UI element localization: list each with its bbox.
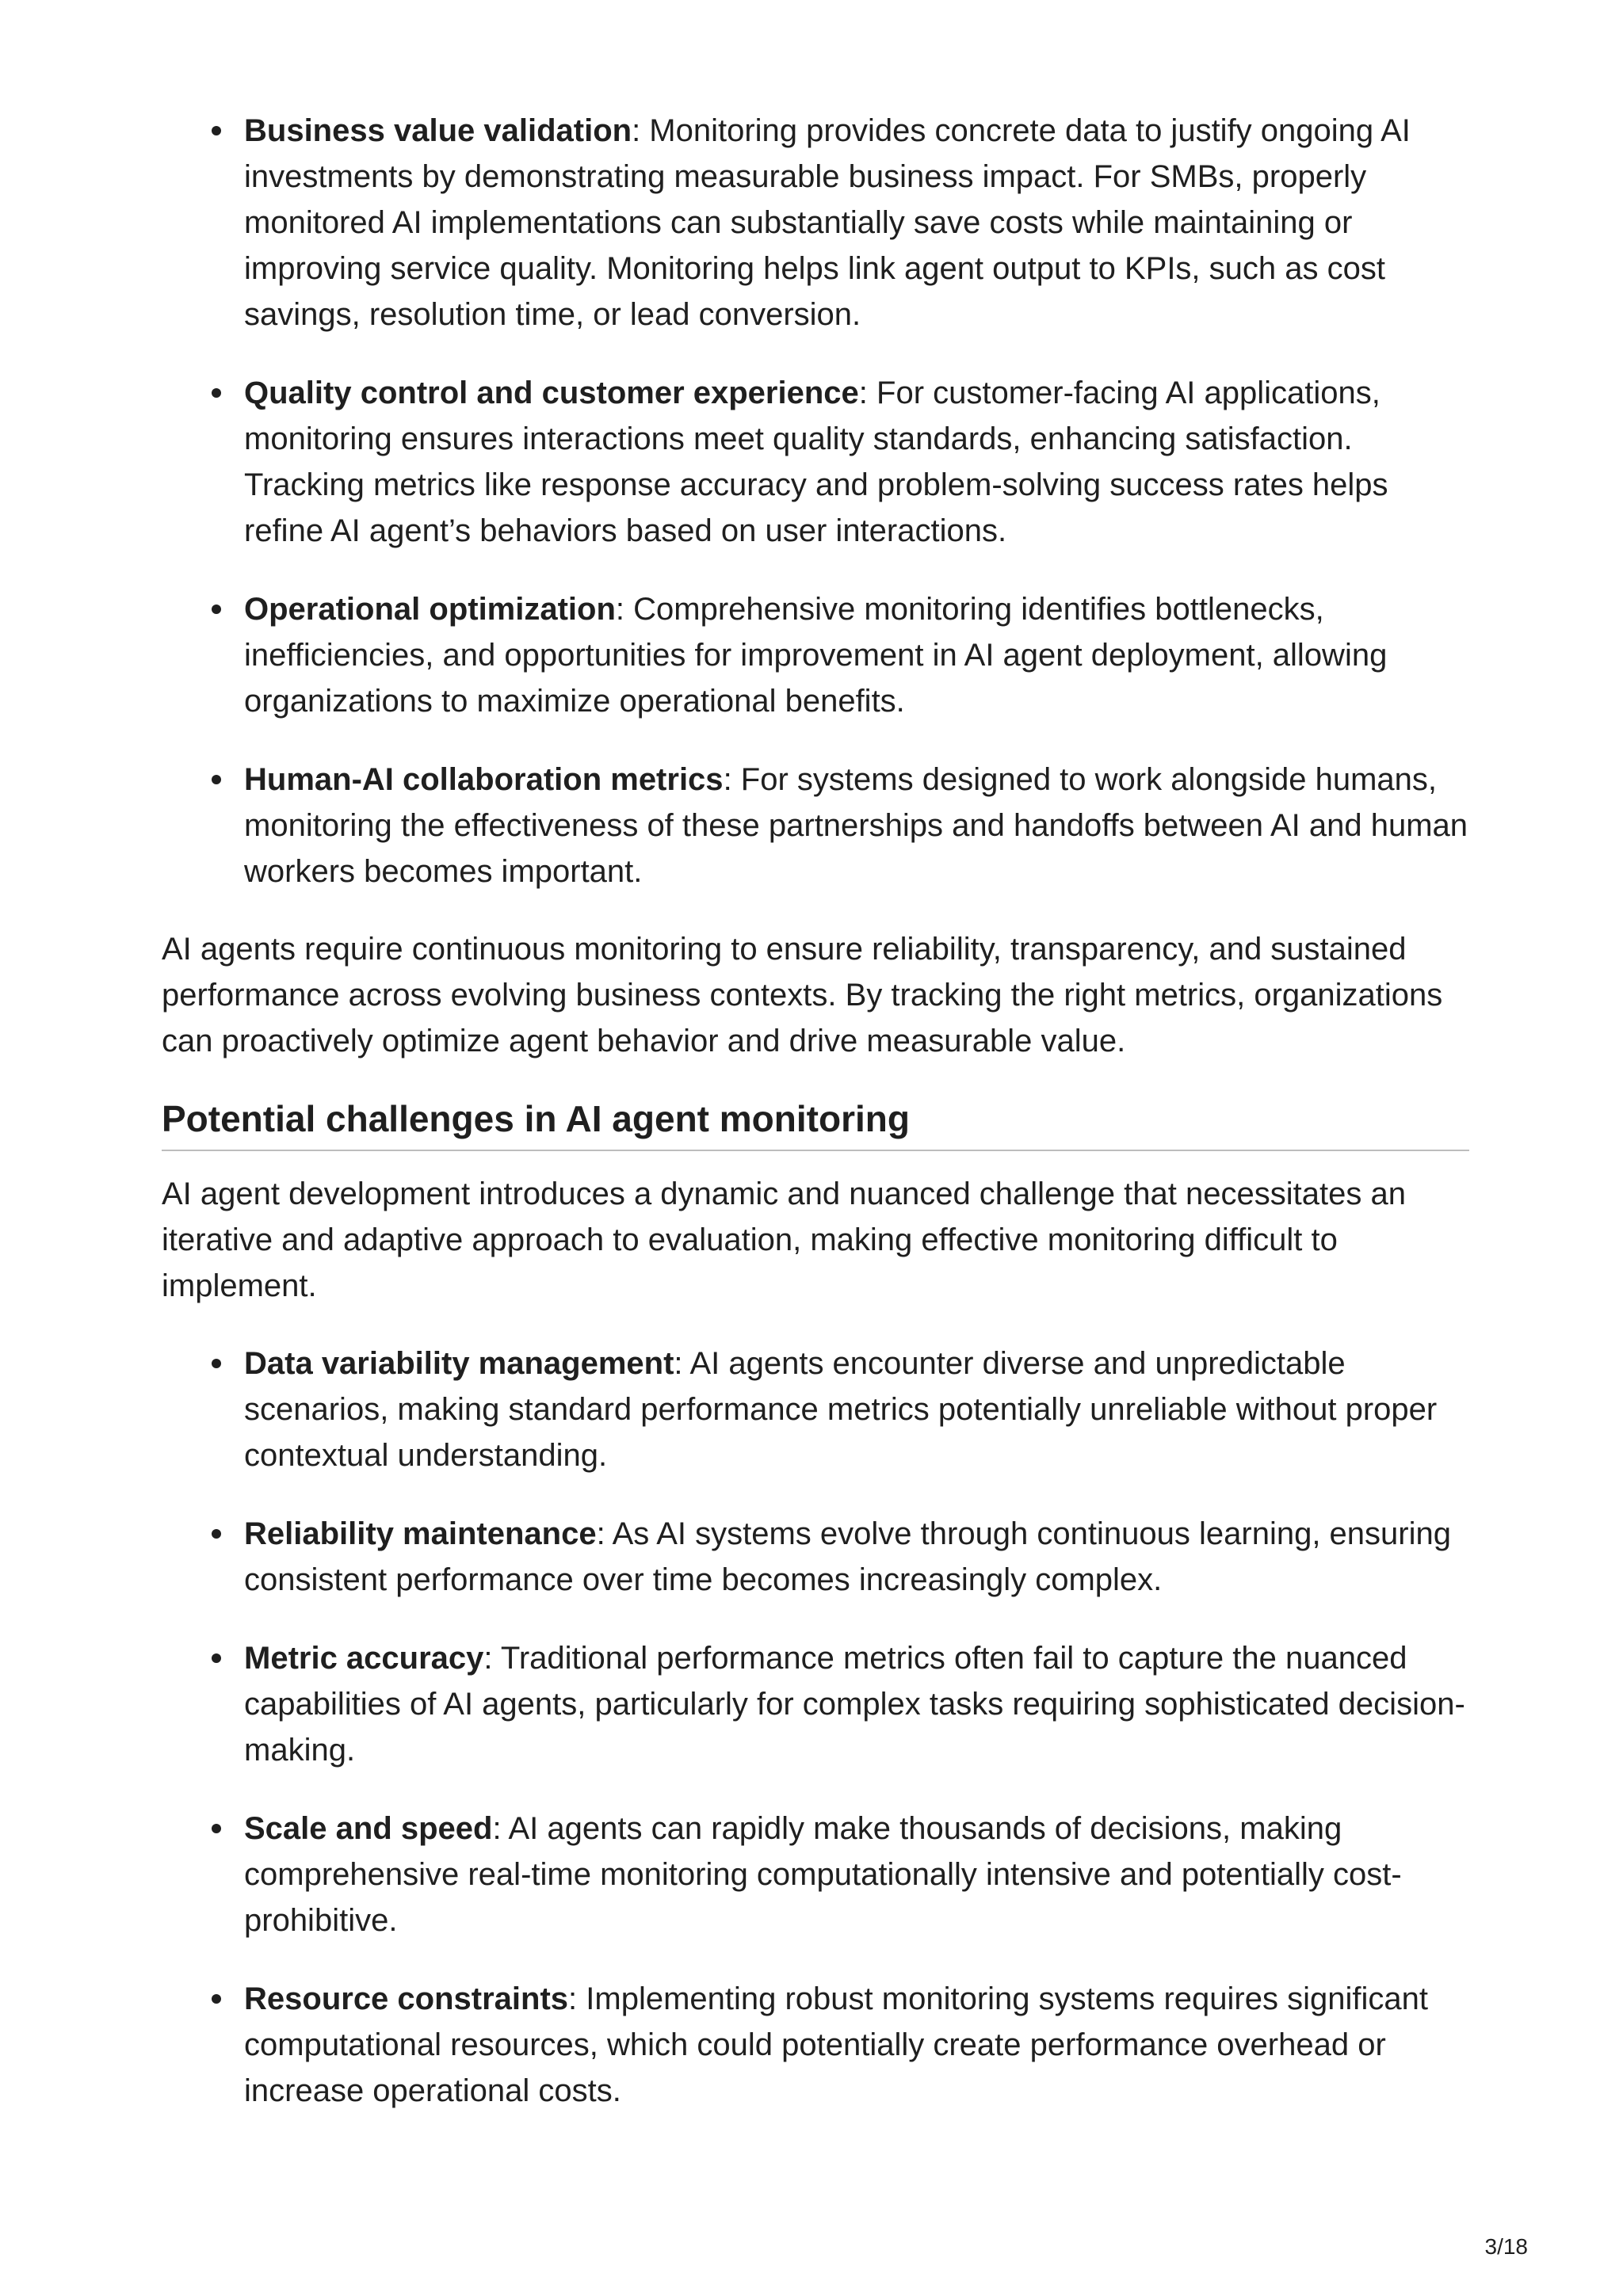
list-item <box>244 586 1469 724</box>
list-item <box>244 1511 1469 1603</box>
list-item-term: Human-AI collaboration metrics <box>244 762 724 797</box>
list-item <box>244 1341 1469 1478</box>
document-page <box>162 108 1469 2145</box>
list-item-text: : Comprehensive monitoring identifies bottlenecks, inefficiencies, and opportunities for improvement in AI agent deployment, allowing organizations to maximize operational benefits. <box>244 592 1388 719</box>
monitoring-challenges-list <box>162 1341 1469 2114</box>
list-item-text: : AI agents encounter diverse and unpredictable scenarios, making standard performance metrics potentially unreliable without proper contextual understanding. <box>244 1346 1438 1473</box>
bullet-icon <box>212 388 221 398</box>
list-item <box>244 757 1469 894</box>
list-item-term: Quality control and customer experience <box>244 376 859 410</box>
list-item <box>244 1806 1469 1943</box>
list-item <box>244 1976 1469 2114</box>
list-item <box>244 1635 1469 1773</box>
bullet-icon <box>212 126 221 135</box>
list-item-term: Resource constraints <box>244 1981 569 2016</box>
bullet-icon <box>212 775 221 784</box>
section-heading: Potential challenges in AI agent monitoring <box>162 1096 1469 1151</box>
list-item-text: : Monitoring provides concrete data to justify ongoing AI investments by demonstrating measurable business impact. For SMBs, properly monitored AI implementations can substantially save costs while maintaining or improving service quality. Monitoring helps link agent output to KPIs, such as cost savings, resolution time, or lead conversion. <box>244 113 1411 332</box>
list-item-text: : For systems designed to work alongside humans, monitoring the effectiveness of these partnerships and handoffs between AI and human workers becomes important. <box>244 762 1468 889</box>
bullet-icon <box>212 1359 221 1368</box>
list-item-text: : Implementing robust monitoring systems requires significant computational resources, which could potentially create performance overhead or increase operational costs. <box>244 1981 1428 2108</box>
list-item-term: Business value validation <box>244 113 632 148</box>
bullet-icon <box>212 1653 221 1663</box>
list-item-text: : For customer-facing AI applications, monitoring ensures interactions meet quality standards, enhancing satisfaction. Tracking metrics like response accuracy and problem-solving success rates helps refine AI agent’s behaviors based on user interactions. <box>244 376 1388 548</box>
bullet-icon <box>212 605 221 614</box>
bullet-icon <box>212 1824 221 1833</box>
list-item-term: Scale and speed <box>244 1811 493 1846</box>
bullet-icon <box>212 1994 221 2004</box>
list-item-text: : As AI systems evolve through continuous learning, ensuring consistent performance over time becomes increasingly complex. <box>244 1516 1451 1597</box>
list-item-term: Operational optimization <box>244 592 616 627</box>
list-item-term: Reliability maintenance <box>244 1516 597 1551</box>
list-item-text: : Traditional performance metrics often fail to capture the nuanced capabilities of AI agents, particularly for complex tasks requiring sophisticated decision-making. <box>244 1641 1465 1768</box>
list-item-text: : AI agents can rapidly make thousands of decisions, making comprehensive real-time monitoring computationally intensive and potentially cost-prohibitive. <box>244 1811 1402 1938</box>
intro-paragraph: AI agent development introduces a dynamic and nuanced challenge that necessitates an iterative and adaptive approach to evaluation, making effective monitoring difficult to implement. <box>162 1177 1406 1303</box>
list-item-term: Data variability management <box>244 1346 674 1381</box>
page-number: 3/18 <box>1484 2234 1528 2259</box>
list-item-term: Metric accuracy <box>244 1641 484 1676</box>
list-item <box>244 370 1469 554</box>
bullet-icon <box>212 1529 221 1539</box>
list-item <box>244 108 1469 338</box>
summary-paragraph: AI agents require continuous monitoring to ensure reliability, transparency, and sustained performance across evolving business contexts. By tracking the right metrics, organizations can proactively optimize agent behavior and drive measurable value. <box>162 932 1443 1058</box>
monitoring-benefits-list <box>162 108 1469 894</box>
